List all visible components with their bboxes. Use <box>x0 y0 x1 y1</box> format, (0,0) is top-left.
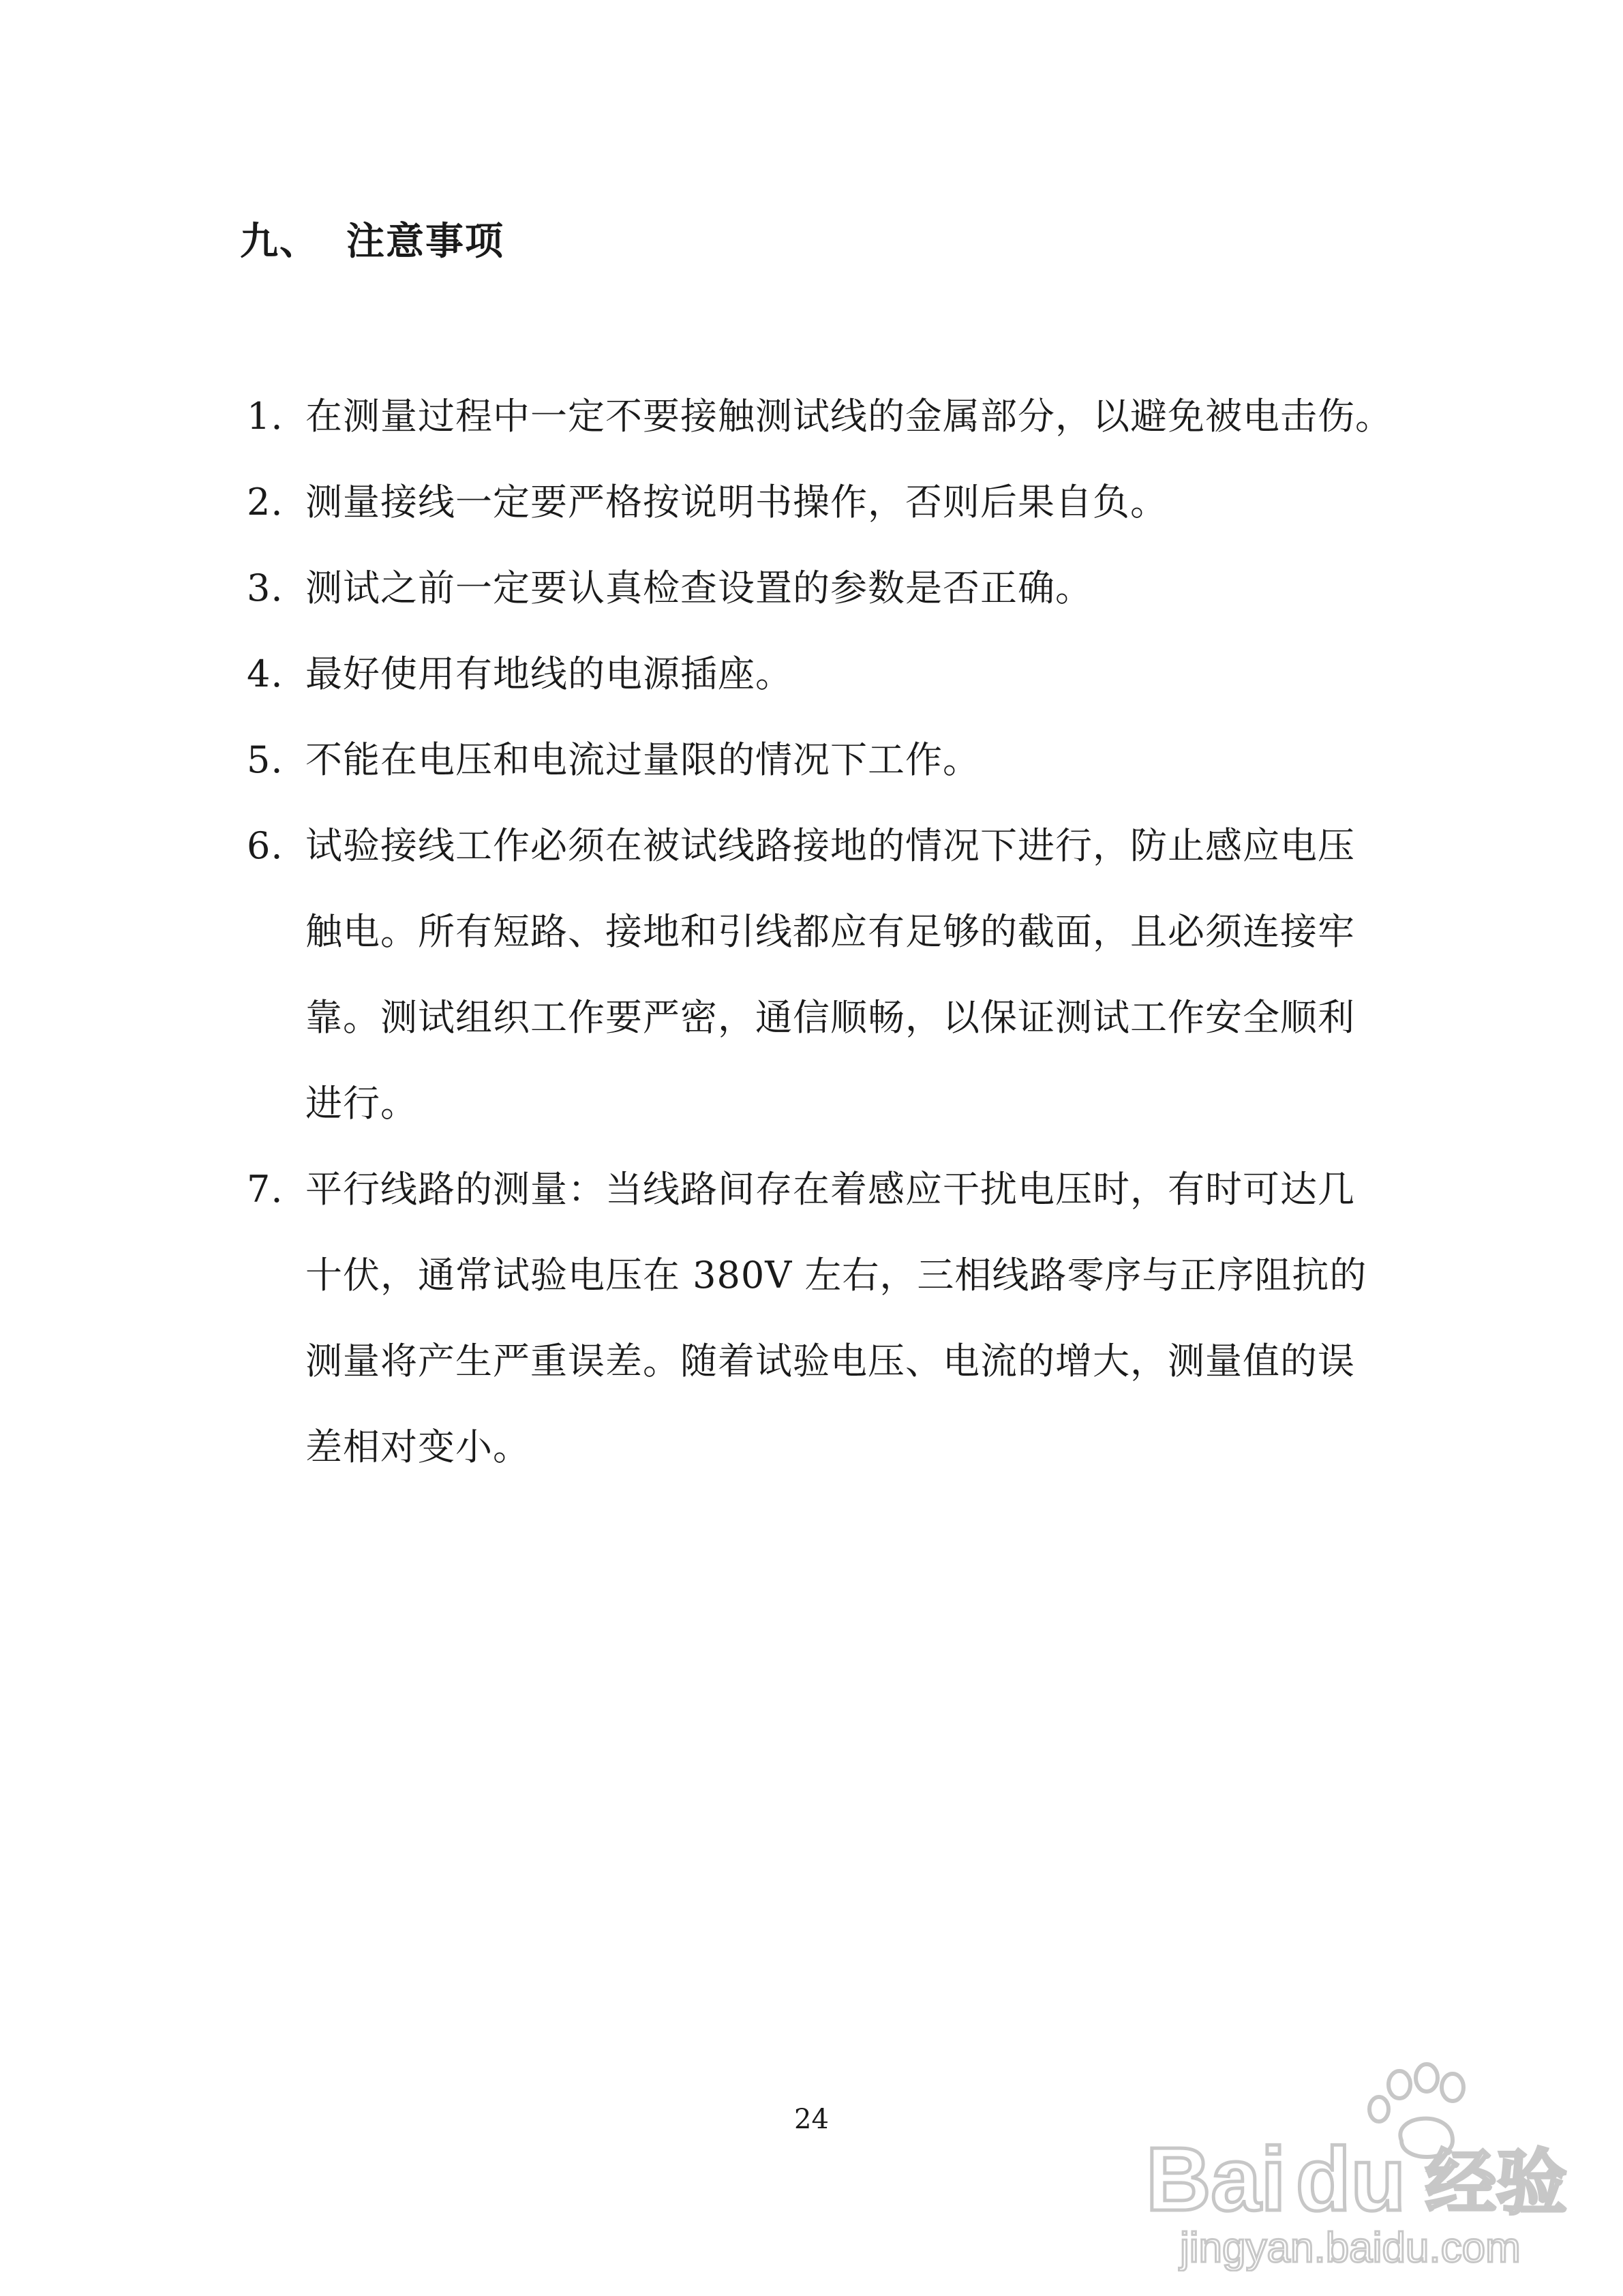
list-item-line: 十伏，通常试验电压在 380V 左右，三相线路零序与正序阻抗的 <box>305 1254 1367 1297</box>
list-item-line: 测量将产生严重误差。随着试验电压、电流的增大，测量值的误 <box>305 1340 1355 1383</box>
list-item-index: 7. <box>247 1168 284 1211</box>
baidu-jingyan-watermark <box>1132 2060 1596 2271</box>
list-item-line: 4. 最好使用有地线的电源插座。 <box>247 631 1399 717</box>
list-item-index: 2. <box>247 481 284 524</box>
list-item-index: 5. <box>247 738 284 781</box>
list-item <box>247 717 1399 803</box>
list-item-index: 1. <box>247 395 284 438</box>
list-item <box>247 803 1399 1147</box>
list-item-line: 触电。所有短路、接地和引线都应有足够的截面，且必须连接牢 <box>305 910 1355 953</box>
svg-text:jingyan.baidu.com: jingyan.baidu.com <box>1180 2224 1521 2271</box>
svg-text:经验: 经验 <box>1425 2141 1568 2224</box>
list-item <box>247 459 1399 545</box>
list-item <box>247 545 1399 631</box>
list-item-index: 4. <box>247 652 284 695</box>
section-title: 注意事项 <box>346 219 504 264</box>
list-item-line: 5. 不能在电压和电流过量限的情况下工作。 <box>247 717 1399 803</box>
list-item-line: 差相对变小。 <box>305 1425 530 1468</box>
section-number: 九、 <box>240 219 319 264</box>
list-item-line: 靠。测试组织工作要严密，通信顺畅，以保证测试工作安全顺利 <box>305 996 1355 1039</box>
list-item-line: 6. 试验接线工作必须在被试线路接地的情况下进行，防止感应电压 <box>247 803 1399 889</box>
list-item-line: 进行。 <box>305 1082 418 1125</box>
svg-text:du: du <box>1296 2129 1406 2229</box>
list-item-index: 3. <box>247 567 284 609</box>
list-item <box>247 374 1399 459</box>
list-item <box>247 631 1399 717</box>
list-item <box>247 1147 1399 1490</box>
svg-text:Bai: Bai <box>1146 2129 1286 2229</box>
list-item-line: 1. 在测量过程中一定不要接触测试线的金属部分，以避免被电击伤。 <box>247 374 1399 459</box>
list-item-line: 3. 测试之前一定要认真检查设置的参数是否正确。 <box>247 545 1399 631</box>
list-item-line: 7. 平行线路的测量：当线路间存在着感应干扰电压时，有时可达几 <box>247 1147 1399 1233</box>
page-number: 24 <box>794 2104 829 2135</box>
list-item-index: 6. <box>247 824 284 867</box>
section-heading <box>240 217 504 266</box>
baidu-logo-icon <box>1132 2060 1596 2271</box>
list-item-line: 2. 测量接线一定要严格按说明书操作，否则后果自负。 <box>247 459 1399 545</box>
